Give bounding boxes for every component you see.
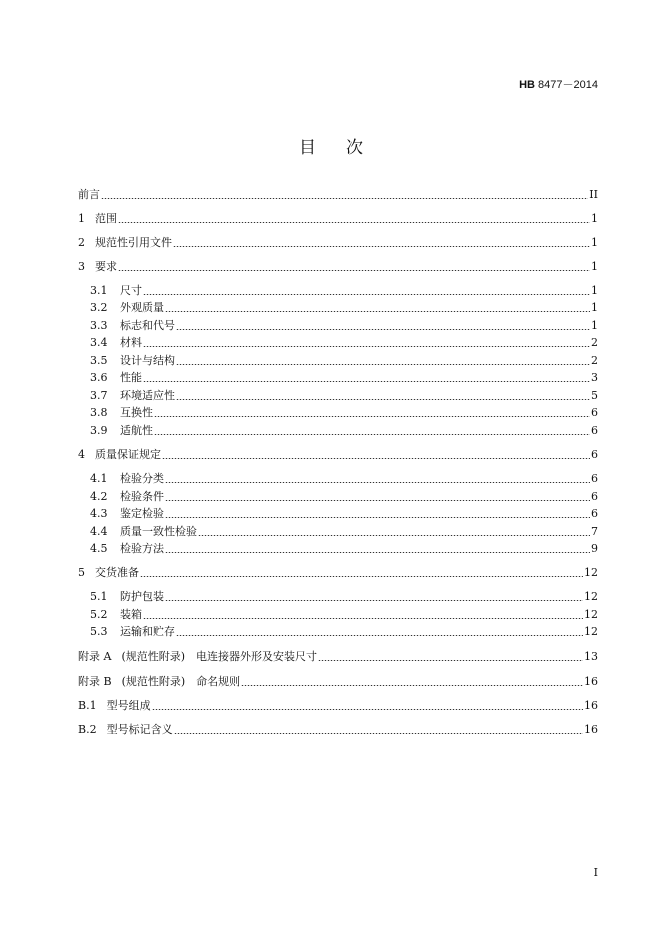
toc-entry-title: 适航性 [120,424,153,437]
toc-entry-number: 3.5 [90,354,108,367]
toc-leader-dots [118,222,590,223]
toc-entry-label [78,236,172,250]
toc-entry-label [78,675,240,689]
standard-code [519,76,598,92]
toc-entry-number: 5 [78,566,85,579]
toc-entry-title: 尺寸 [120,284,142,297]
toc-leader-dots [165,600,583,601]
standard-prefix: HB [519,79,535,91]
toc-entry-label [90,608,142,622]
toc-entry-number: 2 [78,236,85,249]
toc-entry-number: 3.7 [90,389,108,402]
toc-entry-page: 16 [584,675,598,688]
toc-entry-label [78,448,161,462]
toc-entry-number: 1 [78,212,85,225]
toc-entry-label [90,525,197,539]
toc-entry[interactable] [90,352,598,368]
toc-entry-title: 检验分类 [120,472,164,485]
toc-entry-label [90,590,164,604]
toc-entry-page: 1 [591,319,598,332]
toc-leader-dots [143,294,590,295]
toc-entry-label [90,319,175,333]
toc-leader-dots [140,576,583,577]
toc-entry[interactable] [90,299,598,315]
toc-leader-dots [176,635,583,636]
toc-entry-title: 型号标记含义 [106,723,173,736]
toc-leader-dots [165,482,590,483]
toc-entry[interactable] [78,210,598,226]
toc-entry-title: 前言 [78,188,100,201]
toc-entry-page: 9 [591,542,598,555]
toc-entry-page: 16 [584,723,598,736]
toc-entry-label [90,472,164,486]
toc-entry-page: 13 [584,650,598,663]
toc-entry-page: 12 [584,625,598,638]
toc-leader-dots [176,329,590,330]
toc-entry-number: 4 [78,448,85,461]
toc-leader-dots [101,198,588,199]
toc-entry-title: 规范性引用文件 [95,236,172,249]
toc-entry-page: 12 [584,590,598,603]
toc-entry-page: 6 [591,448,598,461]
toc-entry-title: 检验条件 [120,490,164,503]
page-number: I [593,866,598,879]
toc-entry-label [90,336,142,350]
toc-entry[interactable] [90,470,598,486]
toc-entry-number: 4.5 [90,542,108,555]
toc-entry-title: 标志和代号 [120,319,175,332]
toc-entry-number: 3.2 [90,301,108,314]
toc-entry[interactable] [90,369,598,385]
toc-leader-dots [173,246,590,247]
toc-entry-label [90,389,175,403]
toc-entry[interactable] [78,234,598,250]
toc-leader-dots [143,618,583,619]
toc-entry-number: 3.8 [90,406,108,419]
toc-leader-dots [176,364,590,365]
toc-entry[interactable] [90,422,598,438]
toc-entry-number: 3.1 [90,284,108,297]
toc-entry-title: 外观质量 [120,301,164,314]
toc-entry[interactable] [90,606,598,622]
toc-entry-number: 5.1 [90,590,108,603]
toc-entry-title: 运输和贮存 [120,625,175,638]
toc-entry-label [78,650,317,664]
toc-entry-page: 6 [591,472,598,485]
toc-entry[interactable] [90,404,598,420]
toc-entry-label [90,301,164,315]
toc-entry-title: 检验方法 [120,542,164,555]
toc-leader-dots [198,535,590,536]
toc-entry-title: 材料 [120,336,142,349]
toc-entry-number: 5.3 [90,625,108,638]
toc-entry-label [90,284,142,298]
toc-entry-page: 7 [591,525,598,538]
toc-entry[interactable] [90,488,598,504]
toc-entry-page: 1 [591,212,598,225]
toc-entry[interactable] [78,697,598,713]
toc-leader-dots [154,416,590,417]
toc-entry-title: 范围 [95,212,117,225]
toc-entry-title: 装箱 [120,608,142,621]
toc-entry-title: 环境适应性 [120,389,175,402]
toc-entry-page: 6 [591,507,598,520]
toc-entry-label [90,542,164,556]
toc-entry-page: 1 [591,236,598,249]
toc-entry[interactable] [90,282,598,298]
toc-entry-number: 3.9 [90,424,108,437]
toc-entry-label [78,566,139,580]
toc-leader-dots [165,500,590,501]
toc-entry[interactable] [90,540,598,556]
toc-entry-title: 性能 [120,371,142,384]
toc-entry-number: 3.4 [90,336,108,349]
toc-leader-dots [165,311,590,312]
toc-entry[interactable] [78,186,598,202]
toc-entry-number: 5.2 [90,608,108,621]
toc-entry-title: 防护包装 [120,590,164,603]
toc-entry-page: 12 [584,566,598,579]
toc-entry-number: 附录 A [78,650,112,663]
toc-entry-page: 6 [591,490,598,503]
toc-entry-number: 4.1 [90,472,108,485]
toc-entry-page: 12 [584,608,598,621]
toc-entry-page: 6 [591,406,598,419]
toc-leader-dots [176,399,590,400]
toc-entry-title: (规范性附录) 命名规则 [121,675,241,688]
toc-entry-title: 交货准备 [95,566,139,579]
toc-entry-number: B.1 [78,699,97,712]
toc-entry-page: 16 [584,699,598,712]
toc-entry-title: 质量保证规定 [95,448,161,461]
toc-entry-page: 6 [591,424,598,437]
toc-entry-label [90,490,164,504]
toc-entry-label [78,188,100,202]
toc-entry[interactable] [78,673,598,689]
toc-entry[interactable] [90,523,598,539]
toc-leader-dots [162,458,590,459]
toc-entry-title: 质量一致性检验 [120,525,197,538]
toc-leader-dots [152,709,583,710]
page-title: 目次 [299,138,393,158]
toc-entry-label [90,406,153,420]
toc-entry-title: (规范性附录) 电连接器外形及安装尺寸 [121,650,318,663]
toc-entry[interactable] [78,721,598,737]
toc-entry-label [78,723,173,737]
toc-entry[interactable] [90,588,598,604]
toc-entry-number: 附录 B [78,675,112,688]
toc-entry-label [90,625,175,639]
toc-entry-number: 3 [78,260,85,273]
toc-entry-label [90,371,142,385]
toc-leader-dots [318,660,583,661]
toc-entry-number: 4.3 [90,507,108,520]
toc-leader-dots [143,381,590,382]
toc-entry-title: 鉴定检验 [120,507,164,520]
toc-entry-title: 互换性 [120,406,153,419]
toc-entry[interactable] [90,505,598,521]
toc-entry[interactable] [90,387,598,403]
toc-entry-label [90,354,175,368]
toc-entry-title: 要求 [95,260,117,273]
toc-entry-page: 2 [591,354,598,367]
standard-number: 8477－2014 [535,79,598,91]
toc-entry[interactable] [78,446,598,462]
toc-entry-number: 4.2 [90,490,108,503]
toc-entry-page: II [589,188,598,201]
toc-leader-dots [241,685,583,686]
toc-leader-dots [165,517,590,518]
toc-leader-dots [154,434,590,435]
toc-entry-page: 1 [591,260,598,273]
toc-entry[interactable] [78,258,598,274]
toc-entry-number: 3.6 [90,371,108,384]
toc-entry-number: 4.4 [90,525,108,538]
toc-entry-page: 3 [591,371,598,384]
toc-entry[interactable] [90,317,598,333]
toc-entry-page: 2 [591,336,598,349]
toc-entry-page: 5 [591,389,598,402]
toc-entry-label [90,507,164,521]
toc-entry-title: 设计与结构 [120,354,175,367]
toc-entry-page: 1 [591,301,598,314]
toc-entry[interactable] [90,623,598,639]
toc-entry[interactable] [78,564,598,580]
toc-entry-label [78,212,117,226]
toc-entry-label [78,260,117,274]
toc-leader-dots [165,552,590,553]
toc-entry-title: 型号组成 [106,699,151,712]
toc-leader-dots [143,346,590,347]
toc-entry-label [78,699,151,713]
toc-entry-label [90,424,153,438]
toc-entry[interactable] [90,334,598,350]
toc-entry-number: B.2 [78,723,97,736]
toc-entry[interactable] [78,648,598,664]
toc-leader-dots [174,733,583,734]
toc-entry-page: 1 [591,284,598,297]
toc-leader-dots [118,270,590,271]
toc-entry-number: 3.3 [90,319,108,332]
